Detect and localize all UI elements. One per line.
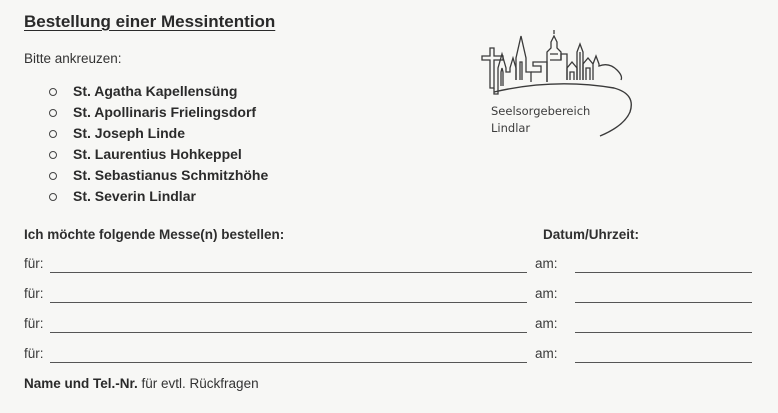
parish-label: St. Apollinaris Frielingsdorf xyxy=(73,103,257,120)
radio-circle-icon[interactable] xyxy=(49,193,57,201)
radio-circle-icon[interactable] xyxy=(49,151,57,159)
date-heading: Datum/Uhrzeit: xyxy=(543,227,640,242)
intention-input[interactable] xyxy=(50,362,527,363)
for-label: für: xyxy=(24,316,44,331)
date-input[interactable] xyxy=(575,332,752,333)
contact-note xyxy=(24,376,259,391)
date-input[interactable] xyxy=(575,302,752,303)
date-label: am: xyxy=(535,316,558,331)
contact-note-text: für evtl. Rückfragen xyxy=(137,376,259,391)
parish-label: St. Joseph Linde xyxy=(73,124,186,141)
radio-circle-icon[interactable] xyxy=(49,109,57,117)
contact-note-bold: Name und Tel.-Nr. xyxy=(24,376,138,391)
parish-label: St. Sebastianus Schmitzhöhe xyxy=(73,166,269,183)
parish-option-severin[interactable] xyxy=(49,185,268,206)
order-row xyxy=(24,256,754,276)
order-heading: Ich möchte folgende Messe(n) bestellen: xyxy=(24,227,285,242)
parish-option-joseph[interactable] xyxy=(49,122,268,143)
parish-option-apollinaris[interactable] xyxy=(49,101,268,122)
parish-option-agatha[interactable] xyxy=(49,80,268,101)
form-title: Bestellung einer Messintention xyxy=(24,12,276,31)
instruction-text: Bitte ankreuzen: xyxy=(24,51,122,66)
parish-label: St. Severin Lindlar xyxy=(73,187,196,204)
for-label: für: xyxy=(24,286,44,301)
for-label: für: xyxy=(24,346,44,361)
parish-option-laurentius[interactable] xyxy=(49,143,268,164)
logo-text-line2: Lindlar xyxy=(491,121,531,135)
radio-circle-icon[interactable] xyxy=(49,130,57,138)
date-input[interactable] xyxy=(575,272,752,273)
order-row xyxy=(24,346,754,366)
parish-label: St. Laurentius Hohkeppel xyxy=(73,145,242,162)
date-label: am: xyxy=(535,346,558,361)
intention-input[interactable] xyxy=(50,272,527,273)
date-label: am: xyxy=(535,256,558,271)
intention-input[interactable] xyxy=(50,332,527,333)
parish-option-sebastianus[interactable] xyxy=(49,164,268,185)
order-row xyxy=(24,286,754,306)
date-input[interactable] xyxy=(575,362,752,363)
date-label: am: xyxy=(535,286,558,301)
radio-circle-icon[interactable] xyxy=(49,172,57,180)
parish-list xyxy=(49,80,268,206)
radio-circle-icon[interactable] xyxy=(49,88,57,96)
intention-input[interactable] xyxy=(50,302,527,303)
parish-label: St. Agatha Kapellensüng xyxy=(73,82,238,99)
for-label: für: xyxy=(24,256,44,271)
logo-text-line1: Seelsorgebereich xyxy=(491,104,591,118)
order-row xyxy=(24,316,754,336)
